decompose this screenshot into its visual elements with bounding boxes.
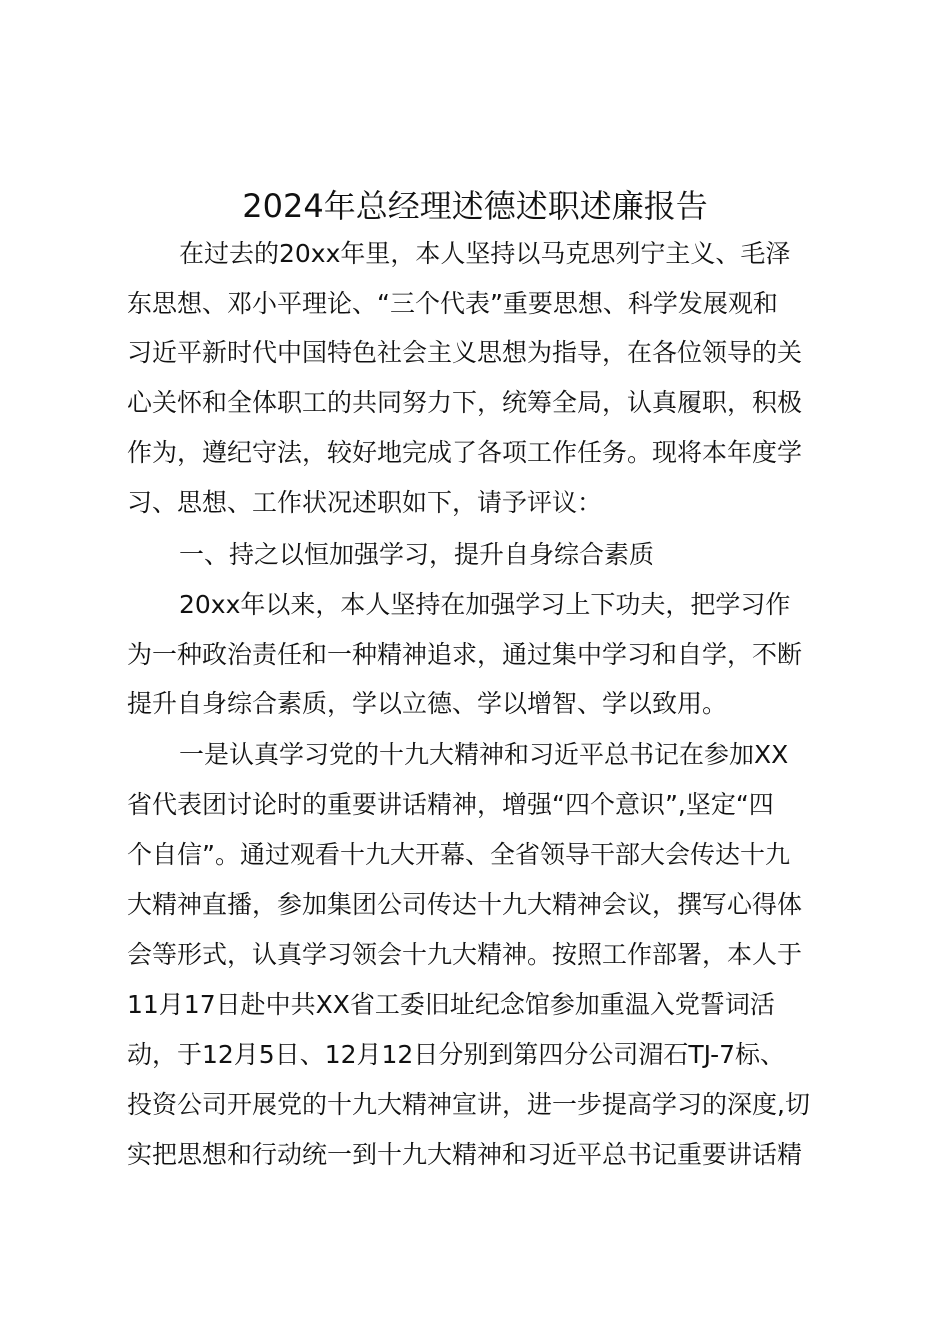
paragraph-line: 省代表团讨论时的重要讲话精神，增强“四个意识”,坚定“四	[127, 790, 774, 819]
paragraph-line: 20xx年以来，本人坚持在加强学习上下功夫，把学习作	[179, 590, 791, 619]
paragraph-line: 投资公司开展党的十九大精神宣讲，进一步提高学习的深度,切	[127, 1090, 810, 1119]
paragraph-line: 作为，遵纪守法，较好地完成了各项工作任务。现将本年度学	[127, 438, 803, 467]
paragraph-line: 实把思想和行动统一到十九大精神和习近平总书记重要讲话精	[127, 1140, 803, 1169]
paragraph-line: 东思想、邓小平理论、“三个代表”重要思想、科学发展观和	[127, 289, 778, 318]
paragraph-line: 个自信”。通过观看十九大开幕、全省领导干部大会传达十九	[127, 840, 790, 869]
paragraph-line: 11月17日赴中共XX省工委旧址纪念馆参加重温入党誓词活	[127, 990, 775, 1019]
section-heading: 一、持之以恒加强学习，提升自身综合素质	[179, 540, 655, 569]
paragraph-line: 习近平新时代中国特色社会主义思想为指导，在各位领导的关	[127, 338, 803, 367]
paragraph-line: 一是认真学习党的十九大精神和习近平总书记在参加XX	[179, 740, 789, 769]
paragraph-line: 动，于12月5日、12月12日分别到第四分公司湄石TJ-7标、	[127, 1040, 786, 1069]
paragraph-line: 在过去的20xx年里，本人坚持以马克思列宁主义、毛泽	[179, 239, 791, 268]
paragraph-line: 大精神直播，参加集团公司传达十九大精神会议，撰写心得体	[127, 890, 803, 919]
paragraph-line: 提升自身综合素质，学以立德、学以增智、学以致用。	[127, 689, 728, 718]
paragraph-line: 会等形式，认真学习领会十九大精神。按照工作部署，本人于	[127, 940, 803, 969]
document-title: 2024年总经理述德述职述廉报告	[242, 187, 708, 225]
paragraph-line: 心关怀和全体职工的共同努力下，统筹全局，认真履职，积极	[127, 388, 803, 417]
paragraph-line: 为一种政治责任和一种精神追求，通过集中学习和自学，不断	[127, 640, 803, 669]
paragraph-line: 习、思想、工作状况述职如下，请予评议：	[127, 488, 603, 517]
